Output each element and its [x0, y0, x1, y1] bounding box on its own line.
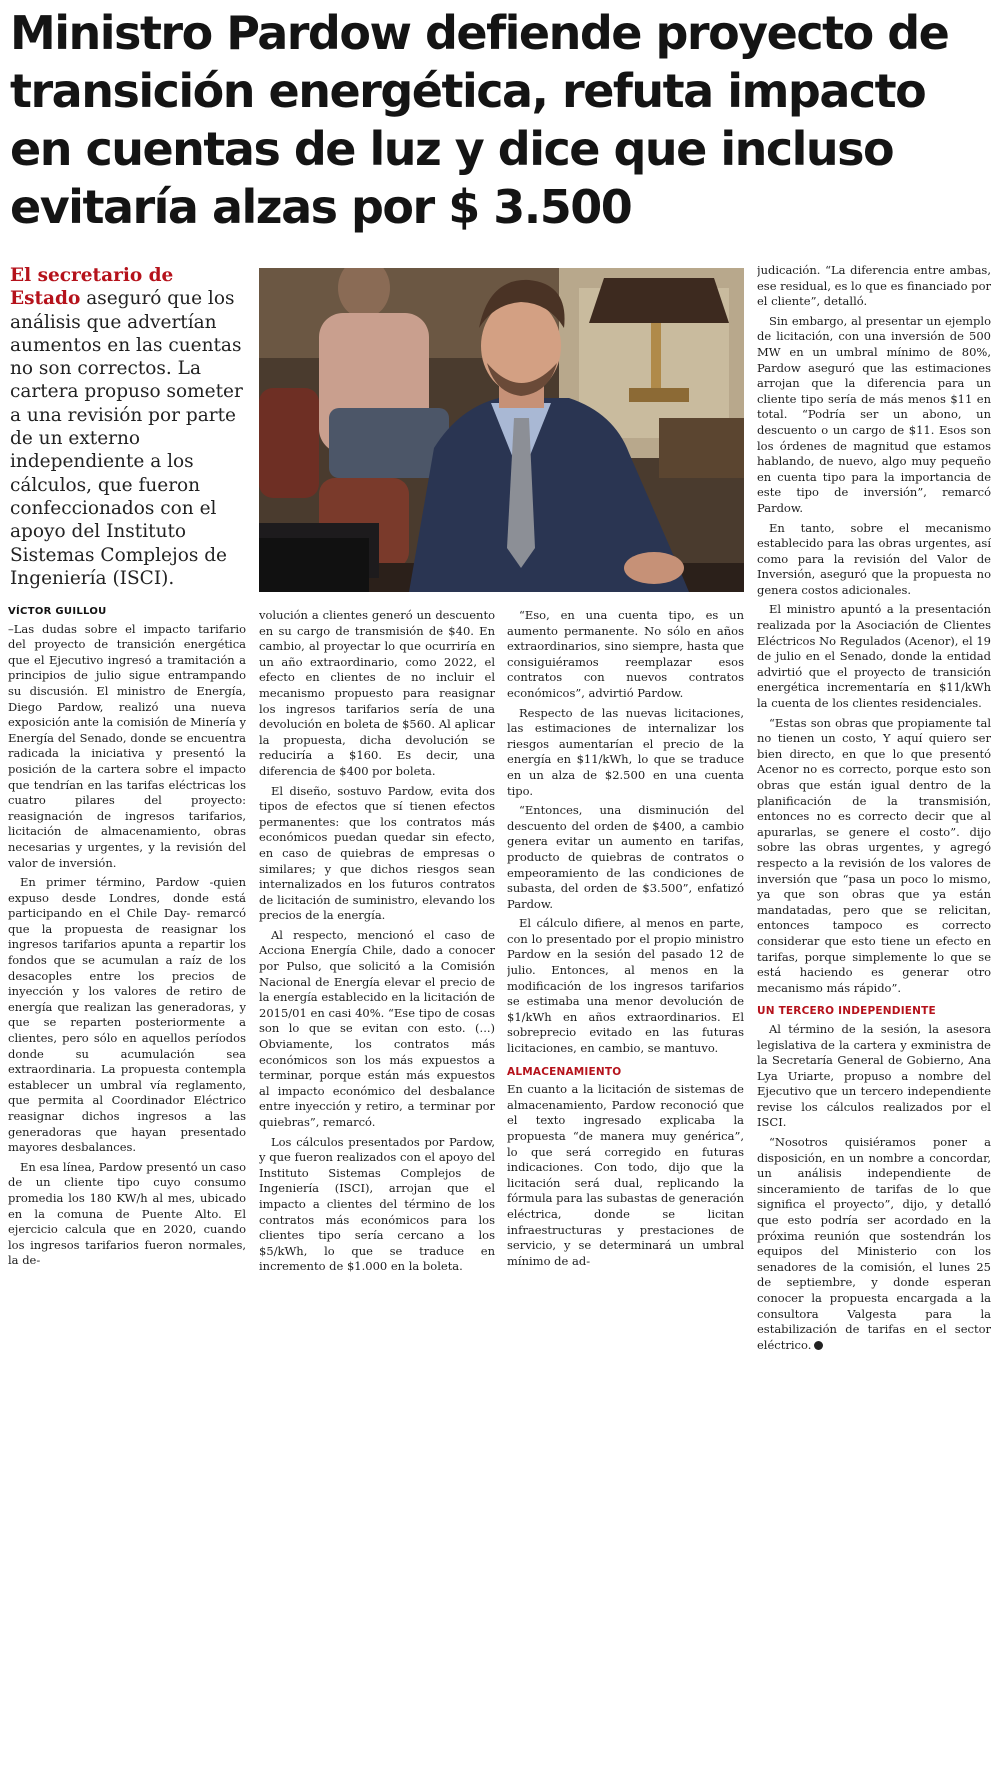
paragraph: “Entonces, una disminución del descuento del orden de $400, a cambio genera evitar un aumento en tarifas, producto de quiebras de contratos o empeoramiento de las condiciones de subasta, del orden de $3.500”, enfatizó Pardow.	[507, 803, 744, 911]
paragraph: El cálculo difiere, al menos en parte, con lo presentado por el propio ministro Pardow en la sesión del pasado 12 de julio. Entonces, al menos en la modificación de los ingresos tarifarios se estimaba una menor devolución de $1/kWh en años extraordinarios. El sobreprecio evitado en las futuras licitaciones, en cambio, se mantuvo.	[507, 916, 744, 1056]
paragraph: “Eso, en una cuenta tipo, es un aumento permanente. No sólo en años extraordinarios, sino siempre, hasta que consiguiéramos reemplazar esos contratos con nuevos contratos económicos”, advirtió Pardow.	[507, 608, 744, 700]
lede-body: aseguró que los análisis que advertían aumentos en las cuentas no son correctos. La cartera propuso someter a una revisión por parte de un externo independiente a los cálculos, que fueron confeccionados con el apoyo del Instituto Sistemas Complejos de Ingeniería (ISCI).	[10, 288, 243, 589]
paragraph: En primer término, Pardow -quien expuso desde Londres, donde está participando en el Chile Day- remarcó que la propuesta de reasignar los ingresos tarifarios apunta a repartir los fondos que se acumulan a raíz de los desacoples entre los precios de inyección y los valores de retiro de energía que realizan las generadoras, y que se reparten posteriormente a clientes, pero sólo en aquellos períodos donde su acumulación sea extraordinaria. La propuesta contempla establecer un umbral vía reglamento, que permita al Coordinador Eléctrico reasignar dichos ingresos a las generadoras que hayan presentado mayores desbalances.	[8, 875, 246, 1155]
subhead-almacenamiento: ALMACENAMIENTO	[507, 1065, 622, 1078]
paragraph: Sin embargo, al presentar un ejemplo de licitación, con una inversión de 500 MW en un umbral mínimo de 80%, Pardow aseguró que las estimaciones arrojan que la diferencia para un cliente tipo sería de más menos $11 en total. “Podría ser un abono, un descuento o un cargo de $11. Esos son los órdenes de magnitud que estamos hablando, de nuevo, algo muy pequeño en cuenta tipo para la importancia de este tipo de inversión”, remarcó Pardow.	[757, 313, 991, 515]
headline: Ministro Pardow defiende proyecto de transición energética, refuta impacto en cuentas de luz y dice que incluso evitaría alzas por $ 3.500	[10, 6, 949, 234]
paragraph: Respecto de las nuevas licitaciones, las estimaciones de internalizar los riesgos aumentarían el precio de la energía en $11/kWh, lo que se traduce en un alza de $2.500 en una cuenta tipo.	[507, 705, 744, 798]
paragraph: En tanto, sobre el mecanismo establecido para las obras urgentes, así como para la revisión del Valor de Inversión, aseguró que la propuesta no genera costos adicionales.	[757, 520, 991, 597]
lede-lead-in: El secretario de Estado	[10, 265, 174, 310]
paragraph-final-text: “Nosotros quisiéramos poner a disposición, en un nombre a concordar, un análisis independiente de sinceramiento de tarifas de lo que significa el proyecto”, dijo, y detalló que esto podría ser acordado en la próxima reunión que sostendrán los equipos del Ministerio con los senadores de la comisión, el lunes 25 de septiembre, y donde esperan conocer la propuesta encargada a la consultora Valgesta para la estabilización de tarifas en el sector eléctrico.	[757, 1135, 991, 1352]
paragraph: En cuanto a la licitación de sistemas de almacenamiento, Pardow reconoció que el texto ingresado explicaba la propuesta “de manera muy genérica”, lo que será corregido en futuras indicaciones. Con todo, dijo que la licitación será dual, replicando la fórmula para las subastas de generación eléctrica, donde se licitan infraestructuras y prestaciones de servicio, y se determinará un umbral mínimo de ad-	[507, 1082, 744, 1268]
paragraph: “Estas son obras que propiamente tal no tienen un costo, Y aquí quiero ser bien directo, en que lo que presentó Acenor no es correcto, porque esto son obras que están igual dentro de la planificación de la transmisión, entonces no es correcto decir que al apurarlas, se genere el costo”. dijo sobre las obras urgentes, y agregó respecto a la revisión de los valores de inversión que “pasa un poco lo mismo, ya que son obras que ya están mandatadas, pero que se relicitan, entonces tampoco es correcto considerar que esto tiene un efecto en tarifas, porque simplemente lo que se está haciendo es generar otro mecanismo más rápido”.	[757, 715, 991, 995]
article-column-3	[507, 608, 744, 1776]
byline: VÍCTOR GUILLOU	[8, 606, 107, 617]
end-mark-icon	[814, 1341, 823, 1350]
article-column-2	[259, 608, 495, 1776]
lede-summary	[10, 264, 250, 590]
article-column-4	[757, 263, 991, 1431]
subhead-tercero-independiente: UN TERCERO INDEPENDIENTE	[757, 1005, 936, 1018]
paragraph: Los cálculos presentados por Pardow, y que fueron realizados con el apoyo del Instituto Sistemas Complejos de Ingeniería (ISCI), arrojan que el impacto a clientes del término de los contratos más económicos para los clientes tipo sería cercano a los $5/kWh, lo que se traduce en incremento de $1.000 en la boleta.	[259, 1134, 495, 1274]
article-column-1	[8, 604, 246, 1772]
paragraph: En esa línea, Pardow presentó un caso de un cliente tipo cuyo consumo promedia los 180 KW/h al mes, ubicado en la comuna de Puente Alto. El ejercicio calcula que en 2020, cuando los ingresos tarifarios fueron normales, la de-	[8, 1159, 246, 1268]
paragraph: El ministro apuntó a la presentación realizada por la Asociación de Clientes Eléctricos No Regulados (Acenor), el 19 de julio en el Senado, donde la entidad advirtió que el proyecto de transición energética incrementaría en $11/kWh la cuenta de los clientes residenciales.	[757, 602, 991, 711]
paragraph: Al respecto, mencionó el caso de Acciona Energía Chile, dado a conocer por Pulso, que solicitó a la Comisión Nacional de Energía elevar el precio de la energía establecido en la licitación de 2015/01 en casi 40%. “Ese tipo de cosas son lo que se evitan con esto. (...) Obviamente, los contratos más económicos son los más expuestos a terminar, porque están más expuestos al impacto económico del desbalance entre inyección y retiro, a terminar por quiebras”, remarcó.	[259, 927, 495, 1129]
paragraph: volución a clientes generó un descuento en su cargo de transmisión de $40. En cambio, al proyectar lo que ocurriría en un año extraordinario, como 2022, el efecto en clientes de no incluir el mecanismo propuesto para reasignar los ingresos tarifarios sería de una devolución en boleta de $560. Al aplicar la propuesta, dicha devolución se reduciría a $160. Es decir, una diferencia de $400 por boleta.	[259, 608, 495, 778]
paragraph: –Las dudas sobre el impacto tarifario del proyecto de transición energética que el Ejecutivo ingresó a tramitación a principios de julio sigue entrampando su discusión. El ministro de Energía, Diego Pardow, realizó una nueva exposición ante la comisión de Minería y Energía del Senado, donde se encuentra radicada la iniciativa y presentó la posición de la cartera sobre el impacto que tendrían en las tarifas eléctricas los cuatro pilares del proyecto: reasignación de ingresos tarifarios, licitación de almacenamiento, obras necesarias y urgentes, y la revisión del valor de inversión.	[8, 621, 246, 870]
paragraph: judicación. “La diferencia entre ambas, ese residual, es lo que es financiado por el cliente”, detalló.	[757, 263, 991, 309]
article-photo	[259, 268, 744, 592]
paragraph: El diseño, sostuvo Pardow, evita dos tipos de efectos que sí tienen efectos permanentes: que los contratos más económicos puedan quedar sin efecto, en caso de quiebras de empresas o similares; y que dichos riesgos sean internalizados en los futuros contratos de licitación de suministro, elevando los precios de la energía.	[259, 783, 495, 923]
paragraph: Al término de la sesión, la asesora legislativa de la cartera y exministra de la Secretaría General de Gobierno, Ana Lya Uriarte, propuso a nombre del Ejecutivo que un tercero independiente revise los cálculos realizados por el ISCI.	[757, 1021, 991, 1130]
